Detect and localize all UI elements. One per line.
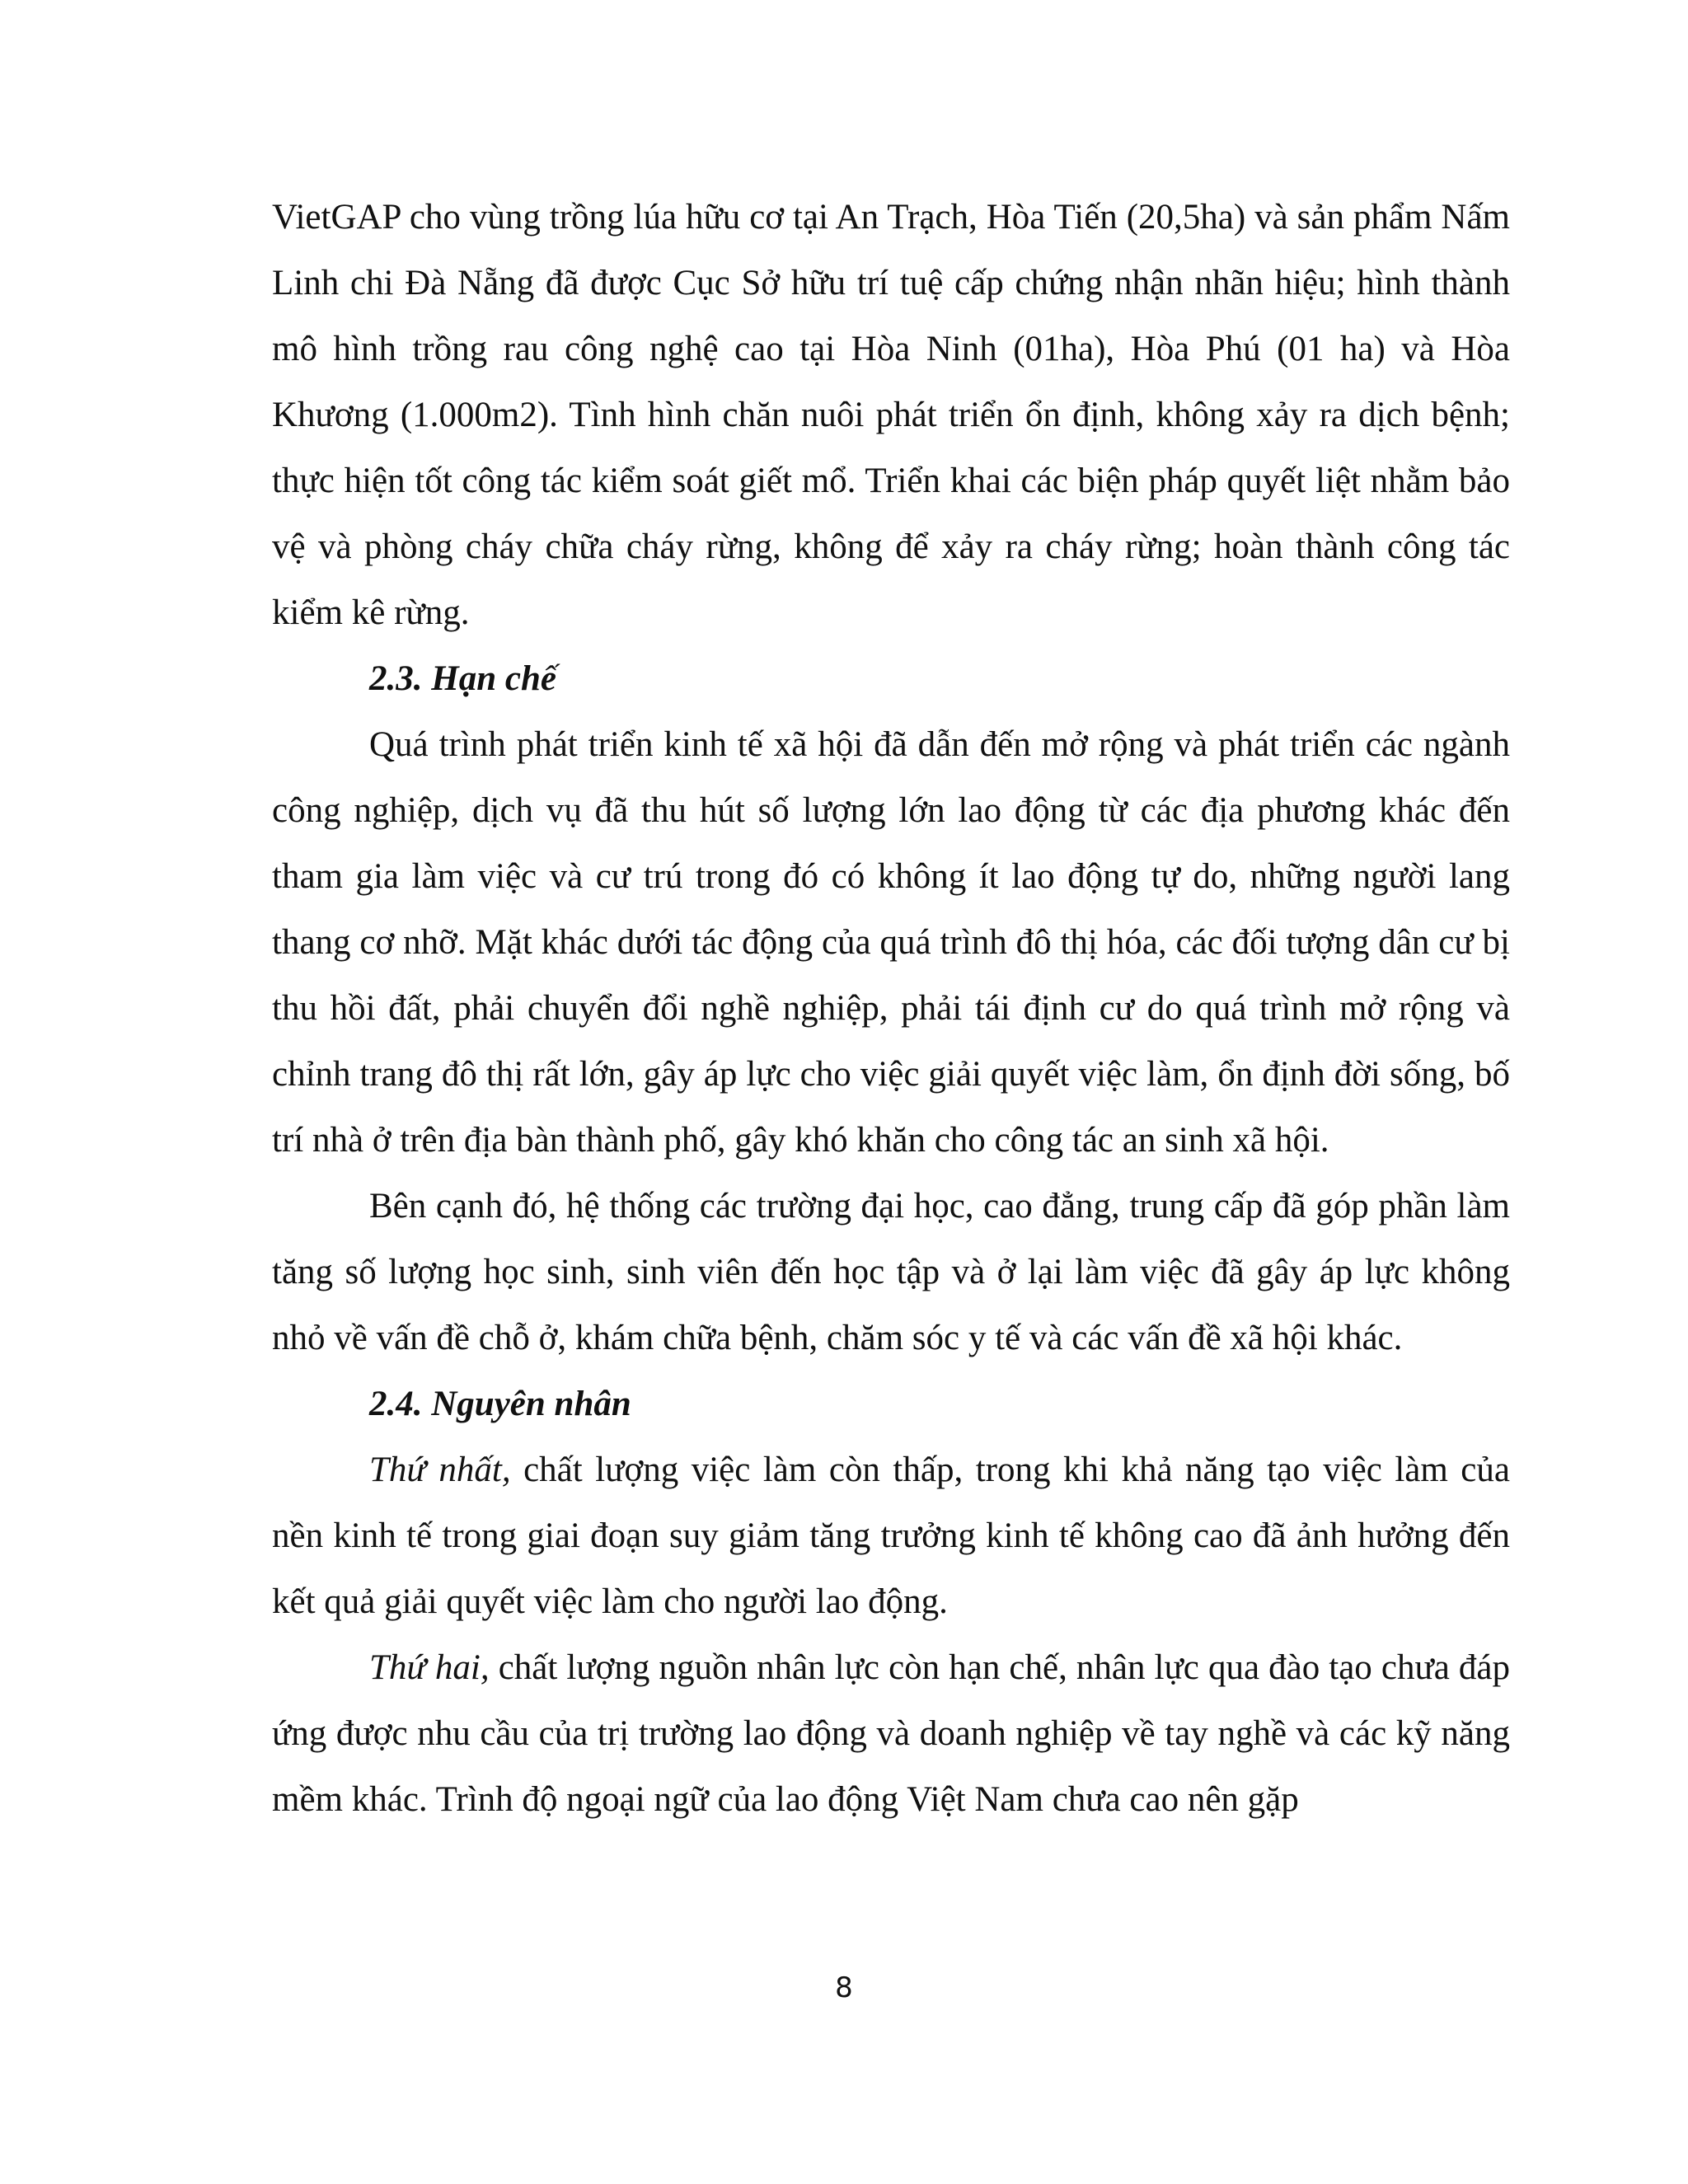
page-number: 8 [835,1971,853,2004]
document-body [272,185,1510,1833]
paragraph-5 [272,1635,1510,1833]
paragraph-5-lead: Thứ hai, [369,1648,490,1687]
section-heading-2-4: 2.4. Nguyên nhân [369,1385,631,1423]
paragraph-2: Quá trình phát triển kinh tế xã hội đã dẫn đến mở rộng và phát triển các ngành công nghiệp, dịch vụ đã thu hút số lượng lớn lao động từ các địa phương khác đến tham gia làm việc và cư trú trong đó có không ít lao động tự do, những người lang thang cơ nhỡ. Mặt khác dưới tác động của quá trình đô thị hóa, các đối tượng dân cư bị thu hồi đất, phải chuyển đổi nghề nghiệp, phải tái định cư do quá trình mở rộng và chỉnh trang đô thị rất lớn, gây áp lực cho việc giải quyết việc làm, ổn định đời sống, bố trí nhà ở trên địa bàn thành phố, gây khó khăn cho công tác an sinh xã hội. [272,725,1510,1160]
paragraph-1: VietGAP cho vùng trồng lúa hữu cơ tại An Trạch, Hòa Tiến (20,5ha) và sản phẩm Nấm Linh chi Đà Nẵng đã được Cục Sở hữu trí tuệ cấp chứng nhận nhãn hiệu; hình thành mô hình trồng rau công nghệ cao tại Hòa Ninh (01ha), Hòa Phú (01 ha) và Hòa Khương (1.000m2). Tình hình chăn nuôi phát triển ổn định, không xảy ra dịch bệnh; thực hiện tốt công tác kiểm soát giết mổ. Triển khai các biện pháp quyết liệt nhằm bảo vệ và phòng cháy chữa cháy rừng, không để xảy ra cháy rừng; hoàn thành công tác kiểm kê rừng. [272,198,1510,632]
paragraph-4 [272,1437,1510,1635]
paragraph-4-lead: Thứ nhất, [369,1451,511,1489]
paragraph-4-text: chất lượng việc làm còn thấp, trong khi khả năng tạo việc làm của nền kinh tế trong giai đoạn suy giảm tăng trưởng kinh tế không cao đã ảnh hưởng đến kết quả giải quyết việc làm cho người lao động. [272,1451,1510,1621]
paragraph-3: Bên cạnh đó, hệ thống các trường đại học, cao đẳng, trung cấp đã góp phần làm tăng số lượng học sinh, sinh viên đến học tập và ở lại làm việc đã gây áp lực không nhỏ về vấn đề chỗ ở, khám chữa bệnh, chăm sóc y tế và các vấn đề xã hội khác. [272,1187,1510,1357]
paragraph-5-text: chất lượng nguồn nhân lực còn hạn chế, nhân lực qua đào tạo chưa đáp ứng được nhu cầu của trị trường lao động và doanh nghiệp về tay nghề và các kỹ năng mềm khác. Trình độ ngoại ngữ của lao động Việt Nam chưa cao nên gặp [272,1648,1510,1819]
section-heading-2-3: 2.3. Hạn chế [369,659,556,698]
